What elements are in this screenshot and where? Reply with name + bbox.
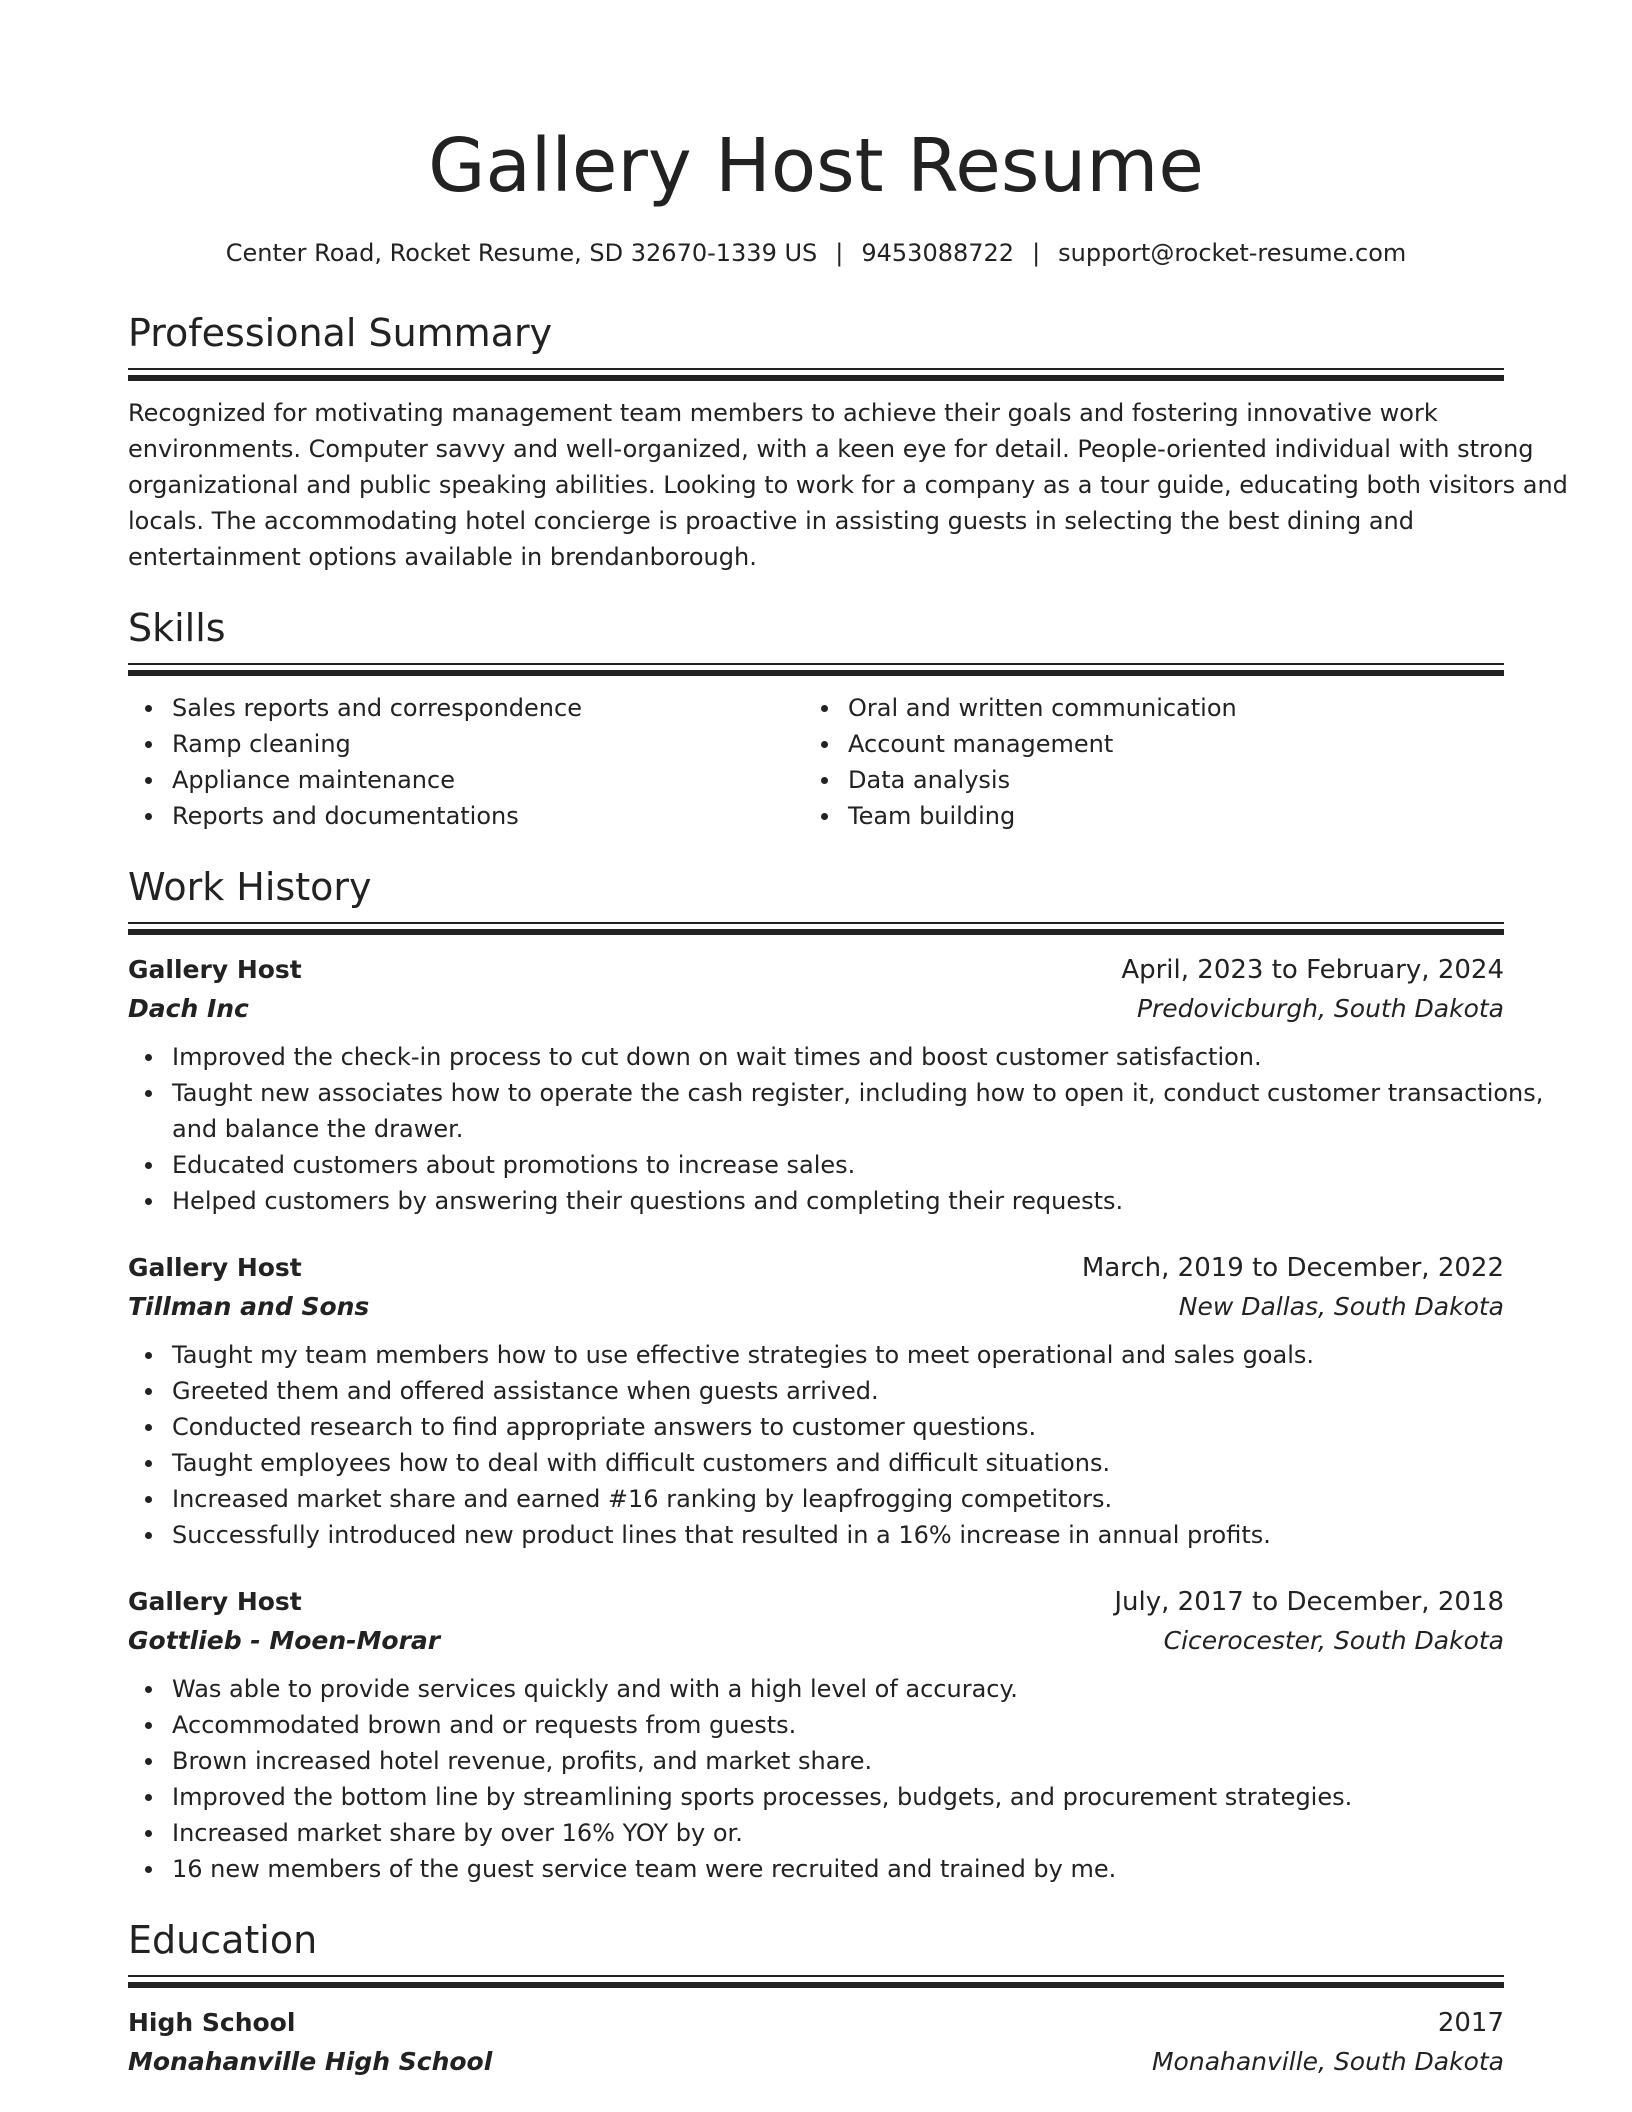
contact-line <box>128 238 1504 268</box>
section-heading-education: Education <box>128 1918 318 1962</box>
skills-column-left <box>128 690 804 834</box>
summary-text <box>128 395 1568 575</box>
job-title: Gallery Host <box>128 955 302 984</box>
job-bullet: Accommodated brown and or requests from guests. <box>172 1707 1504 1743</box>
education-school-row <box>128 2042 1504 2082</box>
job-company: Dach Inc <box>128 994 249 1023</box>
skill-item: Account management <box>848 726 1480 762</box>
job-company: Tillman and Sons <box>128 1292 370 1321</box>
resume-title: Gallery Host Resume <box>428 123 1204 209</box>
education-header-row <box>128 2004 1504 2042</box>
job-bullet: 16 new members of the guest service team were recruited and trained by me. <box>172 1851 1504 1887</box>
job-company-row <box>128 1621 1504 1661</box>
section-divider <box>128 922 1504 935</box>
skill-item: Data analysis <box>848 762 1480 798</box>
section-heading-summary: Professional Summary <box>128 311 553 355</box>
job-bullet: Improved the bottom line by streamlining sports processes, budgets, and procurement strategies. <box>172 1779 1504 1815</box>
job-entry <box>128 1249 1504 1553</box>
summary-line: locals. The accommodating hotel concierge is proactive in assisting guests in selecting the best dining and <box>128 507 1414 535</box>
contact-address: Center Road, Rocket Resume, SD 32670-1339 US <box>225 239 818 267</box>
job-header-row <box>128 1249 1504 1287</box>
skills-list <box>128 690 1504 834</box>
summary-line: Recognized for motivating management team members to achieve their goals and fostering innovative work <box>128 399 1438 427</box>
job-bullets <box>128 1671 1504 1887</box>
skill-item: Team building <box>848 798 1480 834</box>
education-section <box>128 1915 1504 2082</box>
education-degree: High School <box>128 2008 296 2037</box>
job-bullet <box>172 1075 1544 1147</box>
job-bullet: Improved the check-in process to cut down on wait times and boost customer satisfaction. <box>172 1039 1504 1075</box>
job-header-row <box>128 1583 1504 1621</box>
job-dates: April, 2023 to February, 2024 <box>1121 955 1504 985</box>
section-heading-skills: Skills <box>128 606 226 650</box>
skill-item: Sales reports and correspondence <box>172 690 804 726</box>
job-dates: March, 2019 to December, 2022 <box>1081 1253 1504 1283</box>
job-bullet: Helped customers by answering their questions and completing their requests. <box>172 1183 1504 1219</box>
education-school: Monahanville High School <box>128 2047 493 2076</box>
contact-email: support@rocket-resume.com <box>1058 239 1407 267</box>
job-company-row <box>128 1287 1504 1327</box>
summary-section <box>128 308 1568 575</box>
job-bullet: Increased market share by over 16% YOY by or. <box>172 1815 1504 1851</box>
work-history-section <box>128 862 1544 1887</box>
resume-page <box>128 0 1568 2082</box>
section-divider <box>128 1975 1504 1988</box>
job-bullet: Increased market share and earned #16 ranking by leapfrogging competitors. <box>172 1481 1504 1517</box>
skill-item: Ramp cleaning <box>172 726 804 762</box>
education-entry <box>128 2004 1504 2082</box>
job-bullet: Greeted them and offered assistance when guests arrived. <box>172 1373 1504 1409</box>
section-divider <box>128 368 1504 381</box>
skill-item: Appliance maintenance <box>172 762 804 798</box>
job-bullet: Conducted research to find appropriate answers to customer questions. <box>172 1409 1504 1445</box>
job-location: Cicerocester, South Dakota <box>1163 1626 1504 1655</box>
job-title: Gallery Host <box>128 1253 302 1282</box>
job-location: New Dallas, South Dakota <box>1178 1292 1504 1321</box>
job-bullet: Taught my team members how to use effective strategies to meet operational and sales goals. <box>172 1337 1504 1373</box>
summary-line: entertainment options available in brendanborough. <box>128 543 757 571</box>
contact-separator: | <box>1032 239 1041 267</box>
job-bullet: Educated customers about promotions to increase sales. <box>172 1147 1504 1183</box>
job-entry <box>128 1583 1504 1887</box>
job-bullet-line: Taught new associates how to operate the cash register, including how to open it, conduct customer transactions, <box>172 1079 1544 1107</box>
skill-item: Oral and written communication <box>848 690 1480 726</box>
skills-column-right <box>804 690 1480 834</box>
job-company-row <box>128 989 1504 1029</box>
summary-line: organizational and public speaking abilities. Looking to work for a company as a tour guide, educating both visitors and <box>128 471 1568 499</box>
job-header-row <box>128 951 1504 989</box>
summary-line: environments. Computer savvy and well-organized, with a keen eye for detail. People-oriented individual with strong <box>128 435 1534 463</box>
job-bullet-line: and balance the drawer. <box>172 1115 464 1143</box>
education-location: Monahanville, South Dakota <box>1151 2047 1504 2076</box>
section-heading-work: Work History <box>128 865 372 909</box>
contact-phone: 9453088722 <box>861 239 1015 267</box>
job-company: Gottlieb - Moen-Morar <box>128 1626 441 1655</box>
job-bullet: Was able to provide services quickly and with a high level of accuracy. <box>172 1671 1504 1707</box>
job-bullets <box>128 1337 1504 1553</box>
job-bullet: Brown increased hotel revenue, profits, and market share. <box>172 1743 1504 1779</box>
job-dates: July, 2017 to December, 2018 <box>1114 1587 1504 1617</box>
job-bullet: Taught employees how to deal with difficult customers and difficult situations. <box>172 1445 1504 1481</box>
job-entry <box>128 951 1544 1219</box>
job-bullet: Successfully introduced new product lines that resulted in a 16% increase in annual profits. <box>172 1517 1504 1553</box>
job-title: Gallery Host <box>128 1587 302 1616</box>
skills-section <box>128 603 1504 834</box>
section-divider <box>128 663 1504 676</box>
job-bullets <box>128 1039 1544 1219</box>
skill-item: Reports and documentations <box>172 798 804 834</box>
job-location: Predovicburgh, South Dakota <box>1136 994 1504 1023</box>
education-year: 2017 <box>1437 2008 1504 2038</box>
contact-separator: | <box>835 239 844 267</box>
